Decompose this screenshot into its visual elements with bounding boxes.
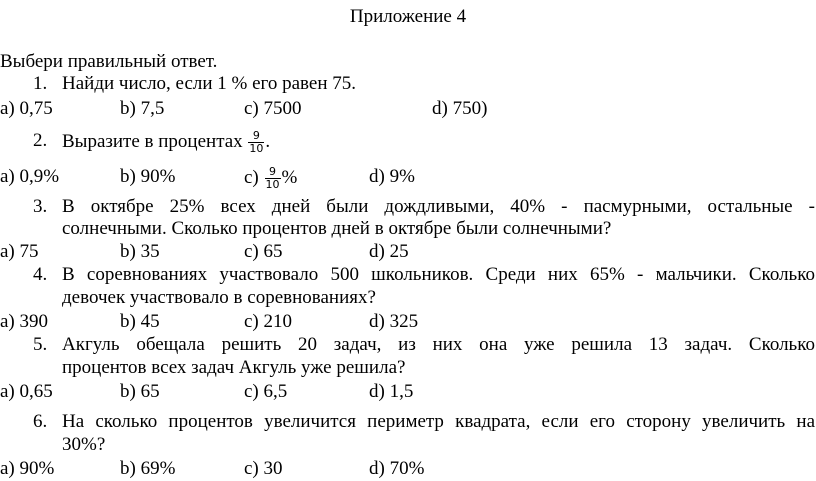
option-d[interactable]: d) 70% [369,458,425,479]
option-c[interactable]: c) 7500 [244,98,302,119]
question-text-line: В соревнованиях участвовало 500 школьников. Среди них 65% - мальчики. Сколько [62,264,815,285]
option-d[interactable]: d) 325 [369,311,419,332]
option-d[interactable]: d) 9% [369,166,415,187]
option-a[interactable]: a) 0,75 [0,98,53,119]
option-b[interactable]: b) 69% [120,458,176,479]
fraction-numerator: 9 [252,129,260,142]
option-c[interactable]: c) 30 [244,458,283,479]
option-b[interactable]: b) 7,5 [120,98,165,119]
option-b[interactable]: b) 65 [120,381,160,402]
option-c-label: c) [244,166,259,188]
option-d[interactable]: d) 25 [369,241,409,262]
question-text-line: На сколько процентов увеличится периметр квадрата, если его сторону увеличить на [62,411,815,432]
fraction-denominator: 10 [265,178,280,191]
option-c[interactable]: c) 6,5 [244,381,288,402]
fraction [265,166,281,191]
question-number: 2. [33,130,48,151]
option-c[interactable]: c) 65 [244,241,283,262]
question-text-line: процентов всех задач Акгуль уже решила? [62,357,406,378]
question-number: 1. [33,73,48,94]
question-number: 3. [33,196,48,217]
option-a[interactable]: a) 0,65 [0,381,53,402]
option-b[interactable]: b) 35 [120,241,160,262]
option-c[interactable]: c) 210 [244,311,293,332]
question-text-line: солнечными. Сколько процентов дней в октябре были солнечными? [62,218,612,239]
option-a[interactable]: a) 75 [0,241,39,262]
question-text-line: Акгуль обещала решить 20 задач, из них она уже решила 13 задач. Сколько [62,334,815,355]
option-d[interactable]: d) 750) [432,98,488,119]
option-c-suffix: % [281,166,298,188]
instruction: Выбери правильный ответ. [0,51,218,72]
question-number: 5. [33,334,48,355]
fraction [248,130,264,155]
option-a[interactable]: a) 90% [0,458,55,479]
question-text: Найди число, если 1 % его равен 75. [62,73,357,94]
question-text-main: Выразите в процентах [62,130,243,152]
question-text-line: В октябре 25% всех дней были дождливыми, 40% - пасмурными, остальные - [62,196,815,217]
question-text-line: девочек участвовало в соревнованиях? [62,287,376,308]
fraction-numerator: 9 [269,165,277,178]
question-text-tail: . [265,130,271,152]
fraction-denominator: 10 [249,142,264,155]
page-title: Приложение 4 [349,6,467,27]
option-a[interactable]: a) 0,9% [0,166,60,187]
question-text [62,130,270,155]
option-d[interactable]: d) 1,5 [369,381,414,402]
option-b[interactable]: b) 45 [120,311,160,332]
option-b[interactable]: b) 90% [120,166,176,187]
question-text-line: 30%? [62,434,106,455]
option-a[interactable]: a) 390 [0,311,49,332]
question-number: 6. [33,411,48,432]
option-c[interactable] [244,166,297,191]
question-number: 4. [33,264,48,285]
